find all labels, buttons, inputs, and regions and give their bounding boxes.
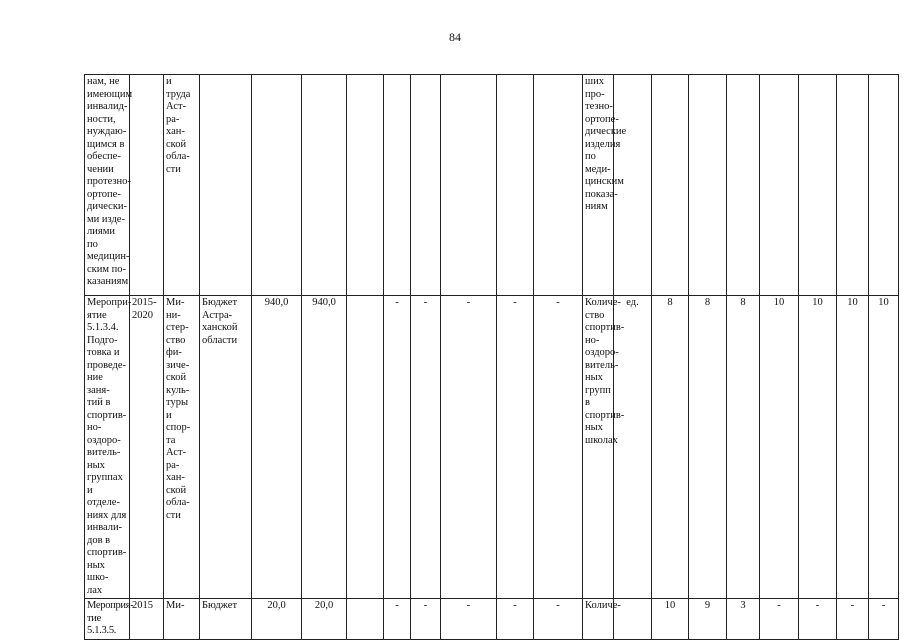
table-row: [85, 75, 899, 296]
indicator-value-cell: [727, 75, 760, 296]
indicator-value-cell: -: [837, 599, 869, 640]
indicator-value-cell: 8: [652, 296, 689, 599]
empty-cell: [347, 296, 384, 599]
amount-2019-cell: -: [497, 296, 534, 599]
indicator-cell: ших про- тезно- ортопе- дические изделия по меди- цинским показа- ниям: [583, 75, 614, 296]
indicator-value-cell: -: [799, 599, 837, 640]
amount-2015-cell: 940,0: [302, 296, 347, 599]
page-number: 84: [449, 30, 461, 44]
amount-2015-cell: [302, 75, 347, 296]
total-amount-cell: 20,0: [252, 599, 302, 640]
amount-2019-cell: [497, 75, 534, 296]
indicator-value-cell: 8: [727, 296, 760, 599]
total-amount-cell: 940,0: [252, 296, 302, 599]
amount-2016-cell: -: [384, 296, 411, 599]
activity-name-cell: Мероприя- тие 5.1.3.5.: [85, 599, 130, 640]
program-table: [84, 74, 899, 640]
indicator-value-cell: -: [760, 599, 799, 640]
amount-2017-cell: -: [411, 296, 441, 599]
funding-source-cell: Бюджет: [200, 599, 252, 640]
indicator-value-cell: 3: [727, 599, 760, 640]
indicator-value-cell: 9: [689, 599, 727, 640]
indicator-value-cell: [760, 75, 799, 296]
table-row: [85, 296, 899, 599]
amount-2019-cell: -: [497, 599, 534, 640]
indicator-cell: Количе-: [583, 599, 614, 640]
indicator-value-cell: 10: [760, 296, 799, 599]
executor-cell: и труда Аст- ра- хан- ской обла- сти: [164, 75, 200, 296]
indicator-value-cell: [869, 75, 899, 296]
indicator-value-cell: [652, 75, 689, 296]
executor-cell: Ми- ни- стер- ство фи- зиче- ской куль- туры и спор- та Аст- ра- хан- ской обла- сти: [164, 296, 200, 599]
indicator-cell: Количе- ство спортив- но- оздоро- витель- ных групп в спортив- ных школах: [583, 296, 614, 599]
indicator-value-cell: 10: [652, 599, 689, 640]
period-cell: 2015: [130, 599, 164, 640]
funding-source-cell: [200, 75, 252, 296]
period-cell: 2015- 2020: [130, 296, 164, 599]
amount-2017-cell: [411, 75, 441, 296]
activity-name-cell: Меропри- ятие 5.1.3.4. Подго- товка и проведе- ние заня- тий в спортив- но- оздоро- витель- ных группах и отделе- ниях для инвали- дов в спортив- ных шко- лах: [85, 296, 130, 599]
empty-cell: [347, 75, 384, 296]
empty-cell: [347, 599, 384, 640]
indicator-value-cell: 8: [689, 296, 727, 599]
funding-source-cell: Бюджет Астра- ханской области: [200, 296, 252, 599]
indicator-value-cell: 10: [837, 296, 869, 599]
indicator-value-cell: 10: [869, 296, 899, 599]
amount-2016-cell: -: [384, 599, 411, 640]
amount-2020-cell: [534, 75, 583, 296]
amount-2020-cell: -: [534, 296, 583, 599]
amount-2018-cell: [441, 75, 497, 296]
amount-2016-cell: [384, 75, 411, 296]
indicator-value-cell: 10: [799, 296, 837, 599]
indicator-value-cell: -: [869, 599, 899, 640]
amount-2017-cell: -: [411, 599, 441, 640]
amount-2020-cell: -: [534, 599, 583, 640]
executor-cell: Ми-: [164, 599, 200, 640]
total-amount-cell: [252, 75, 302, 296]
table-row: [85, 599, 899, 640]
amount-2018-cell: -: [441, 599, 497, 640]
amount-2015-cell: 20,0: [302, 599, 347, 640]
unit-cell: ед.: [614, 296, 652, 599]
amount-2018-cell: -: [441, 296, 497, 599]
indicator-value-cell: [837, 75, 869, 296]
activity-name-cell: нам, не имеющим инвалид- ности, нуждаю- щимся в обеспе- чении протезно- ортопе- дически- ми изде- лиями по медицин- ским по- казаниям: [85, 75, 130, 296]
period-cell: [130, 75, 164, 296]
indicator-value-cell: [689, 75, 727, 296]
indicator-value-cell: [799, 75, 837, 296]
